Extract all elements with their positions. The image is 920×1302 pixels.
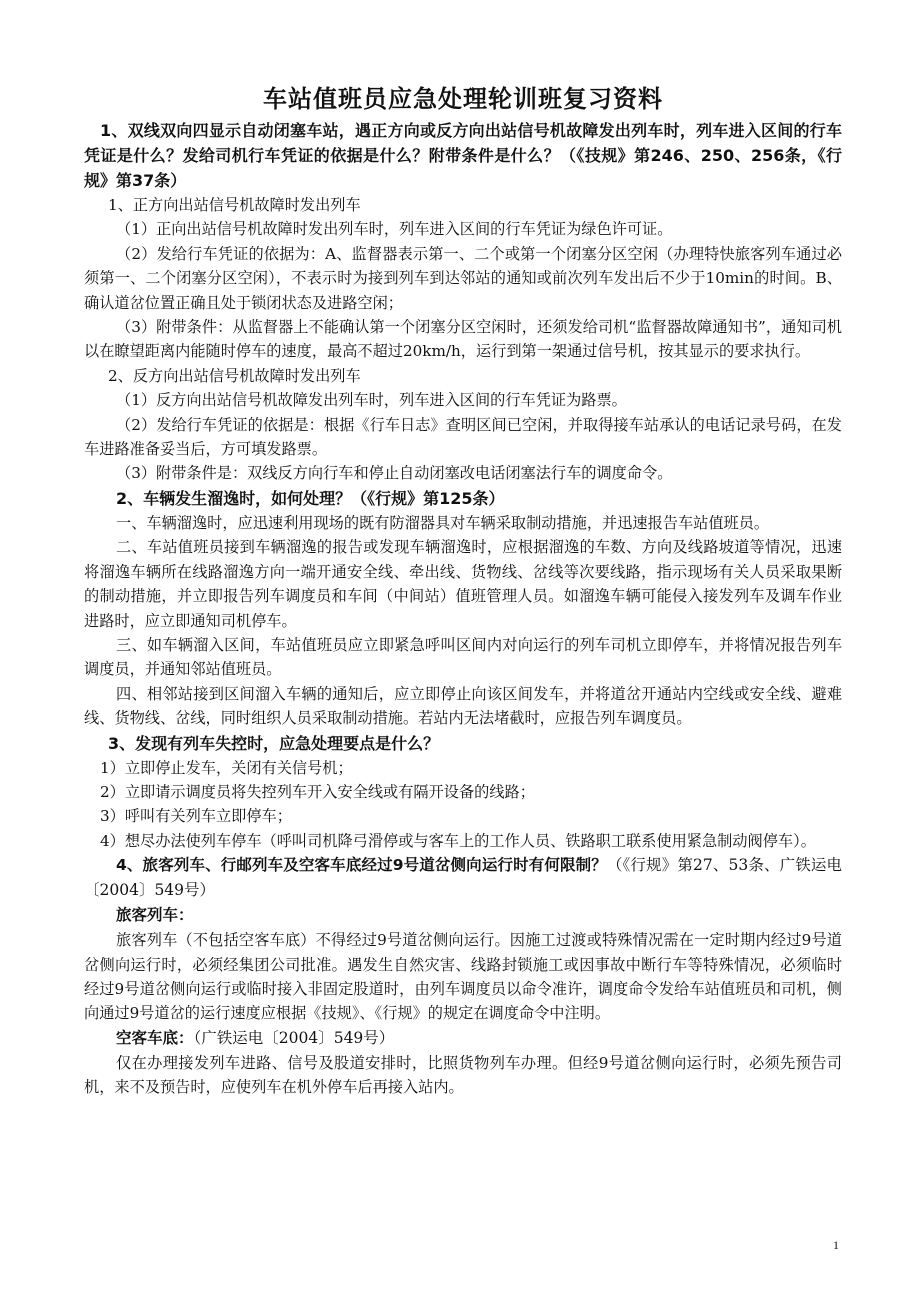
question-3: 3、发现有列车失控时，应急处理要点是什么？ bbox=[108, 733, 440, 753]
q3-item: 4）想尽办法使列车停车（呼叫司机降弓滑停或与客车上的工作人员、铁路职工联系使用紧急制动阀停车）。 bbox=[100, 831, 816, 850]
q1-heading-reverse: 2、反方向出站信号机故障时发出列车 bbox=[108, 366, 361, 385]
question-4 bbox=[84, 853, 842, 903]
page-number: 1 bbox=[833, 1238, 839, 1252]
q1-paragraph: （1）反方向出站信号机故障发出列车时，列车进入区间的行车凭证为路票。 bbox=[116, 391, 627, 410]
q2-paragraph: 四、相邻站接到区间溜入车辆的通知后，应立即停止向该区间发车，并将道岔开通站内空线或安全线、避难线、货物线、岔线，同时组织人员采取制动措施。若站内无法堵截时，应报告列车调度员。 bbox=[84, 684, 842, 728]
q1-paragraph: （3）附带条件是：双线反方向行车和停止自动闭塞改电话闭塞法行车的调度命令。 bbox=[116, 464, 673, 483]
question-2: 2、车辆发生溜逸时，如何处理？（《行规》第125条） bbox=[116, 488, 505, 508]
q4-paragraph: 旅客列车（不包括空客车底）不得经过9号道岔侧向运行。因施工过渡或特殊情况需在一定时期内经过9号道岔侧向运行时，必须经集团公司批准。遇发生自然灾害、线路封锁施工或因事故中断行车等特殊情况，必须临时经过9号道岔侧向运行或临时接入非固定股道时，由列车调度员以命令准许，调度命令发给车站值班员和司机，侧向通过9号道岔的运行速度应根据《技规》、《行规》的规定在调度命令中注明。 bbox=[84, 931, 842, 1023]
q2-paragraph: 三、如车辆溜入区间，车站值班员应立即紧急呼叫区间内对向运行的列车司机立即停车，并将情况报告列车调度员，并通知邻站值班员。 bbox=[84, 635, 842, 679]
q3-item: 3）呼叫有关列车立即停车； bbox=[100, 807, 292, 826]
subheading-passenger-train: 旅客列车： bbox=[116, 906, 194, 925]
q1-paragraph: （2）发给行车凭证的依据是：根据《行车日志》查明区间已空闲，并取得接车站承认的电话记录号码，在发车进路准备妥当后，方可填发路票。 bbox=[84, 415, 842, 459]
q1-heading-forward: 1、正方向出站信号机故障时发出列车 bbox=[108, 196, 361, 214]
question-4-text: 4、旅客列车、行邮列车及空客车底经过9号道岔侧向运行时有何限制？ bbox=[116, 856, 607, 875]
q1-paragraph: （2）发给行车凭证的依据为：A、监督器表示第一、二个或第一个闭塞分区空闲（办理特快旅客列车通过必须第一、二个闭塞分区空闲），不表示时为接到列车到达邻站的通知或前次列车发出后不少于10min的时间。B、 确认道岔位置正确且处于锁闭状态及进路空闲； bbox=[84, 244, 842, 312]
question-1: 1、双线双向四显示自动闭塞车站，遇正方向或反方向出站信号机故障发出列车时，列车进入区间的行车凭证是什么？发给司机行车凭证的依据是什么？附带条件是什么？（《技规》第246、250、256条，《行规》第37条） bbox=[84, 121, 842, 190]
q2-paragraph: 二、车站值班员接到车辆溜逸的报告或发现车辆溜逸时，应根据溜逸的车数、方向及线路坡道等情况，迅速将溜逸车辆所在线路溜逸方向一端开通安全线、牵出线、货物线、岔线等次要线路，指示现场有关人员采取果断的制动措施，并立即报告列车调度员和车间（中间站）值班管理人员。如溜逸车辆可能侵入接发列车及调车作业进路时，应立即通知司机停车。 bbox=[84, 538, 842, 630]
q3-item: 1）立即停止发车，关闭有关信号机； bbox=[100, 758, 353, 777]
q2-paragraph: 一、车辆溜逸时，应迅速利用现场的既有防溜器具对车辆采取制动措施，并迅速报告车站值班员。 bbox=[116, 513, 770, 532]
q1-paragraph: （1）正向出站信号机故障时发出列车时，列车进入区间的行车凭证为绿色许可证。 bbox=[116, 220, 673, 239]
subheading-empty-coach-reference: （广铁运电〔2004〕549号） bbox=[193, 1028, 395, 1047]
q1-paragraph: （3）附带条件：从监督器上不能确认第一个闭塞分区空闲时，还须发给司机“监督器故障通知书”，通知司机以在瞭望距离内能随时停车的速度，最高不超过20km/h，运行到第一架通过信号机，按其显示的要求执行。 bbox=[84, 318, 842, 361]
question-4-reference: （《行规》第27、53条、广铁运电〔2004〕549号） bbox=[84, 856, 842, 900]
document-page bbox=[84, 82, 842, 1100]
subheading-empty-coach-label: 空客车底： bbox=[116, 1028, 194, 1047]
subheading-empty-coach bbox=[84, 1026, 842, 1051]
q3-item: 2）立即请示调度员将失控列车开入安全线或有隔开设备的线路； bbox=[100, 782, 535, 801]
q4-paragraph: 仅在办理接发列车进路、信号及股道安排时，比照货物列车办理。但经9号道岔侧向运行时，必须先预告司机，来不及预告时，应使列车在机外停车后再接入站内。 bbox=[84, 1053, 842, 1097]
page-title: 车站值班员应急处理轮训班复习资料 bbox=[263, 85, 663, 113]
